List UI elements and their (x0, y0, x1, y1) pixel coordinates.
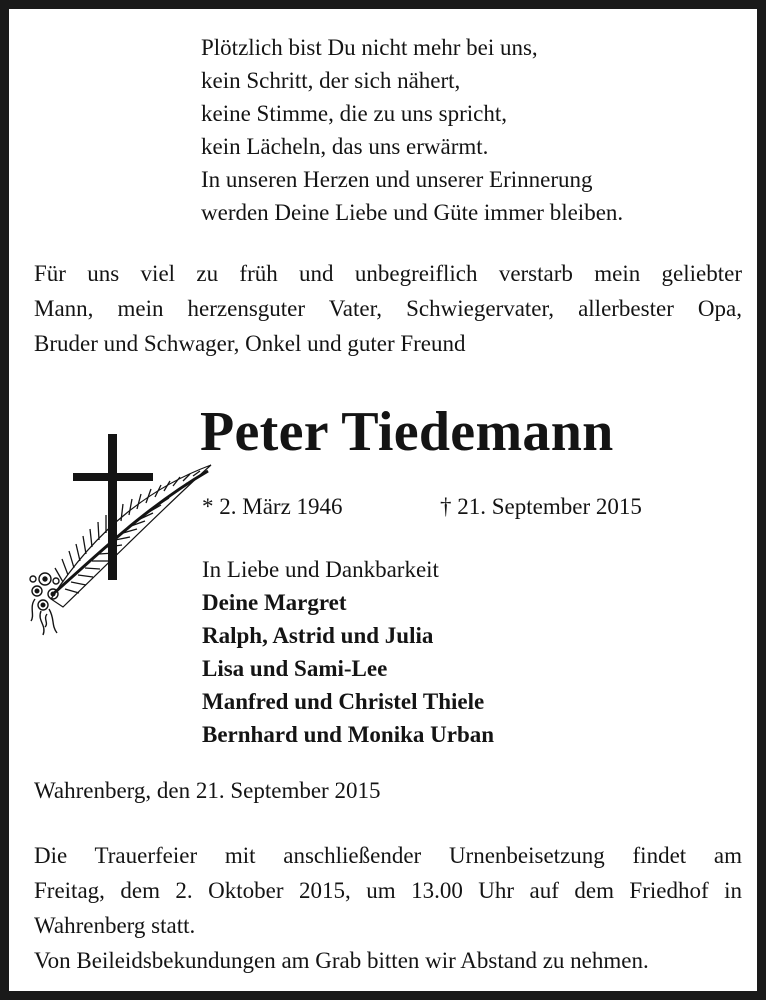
announcement-line: Bruder und Schwager, Onkel und guter Freund (34, 331, 466, 356)
mourner-name: Bernhard und Monika Urban (202, 722, 495, 747)
mourner-name: Deine Margret (202, 590, 347, 615)
poem-line: Plötzlich bist Du nicht mehr bei uns, (201, 35, 538, 60)
notice-line: Freitag, dem 2. Oktober 2015, um 13.00 Uhr auf dem Friedhof in (34, 878, 742, 903)
announcement-line: Für uns viel zu früh und unbegreiflich verstarb mein geliebter (34, 261, 742, 286)
birth-date: * 2. März 1946 (202, 494, 343, 519)
deceased-name: Peter Tiedemann (200, 401, 614, 463)
mourner-name: Ralph, Astrid und Julia (202, 623, 434, 648)
mourner-name: Lisa und Sami-Lee (202, 656, 388, 681)
notice-line: Die Trauerfeier mit anschließender Urnenbeisetzung findet am (34, 843, 742, 868)
mourners-intro: In Liebe und Dankbarkeit (202, 557, 439, 582)
announcement-line: Mann, mein herzensguter Vater, Schwiegervater, allerbester Opa, (34, 296, 742, 321)
mourners-list (202, 553, 494, 751)
poem-line: werden Deine Liebe und Güte immer bleiben. (201, 200, 624, 225)
poem-line: kein Schritt, der sich nähert, (201, 68, 461, 93)
cross-with-palm-branch-icon (23, 429, 218, 644)
funeral-notice (34, 838, 742, 978)
death-date: † 21. September 2015 (440, 494, 642, 519)
notice-line: Von Beileidsbekundungen am Grab bitten wir Abstand zu nehmen. (34, 948, 649, 973)
poem-line: kein Lächeln, das uns erwärmt. (201, 134, 489, 159)
announcement-text (34, 256, 742, 361)
mourner-name: Manfred und Christel Thiele (202, 689, 485, 714)
poem-line: In unseren Herzen und unserer Erinnerung (201, 167, 593, 192)
memorial-poem (201, 31, 741, 229)
place-and-date: Wahrenberg, den 21. September 2015 (34, 778, 381, 803)
poem-line: keine Stimme, die zu uns spricht, (201, 101, 507, 126)
notice-line: Wahrenberg statt. (34, 913, 196, 938)
